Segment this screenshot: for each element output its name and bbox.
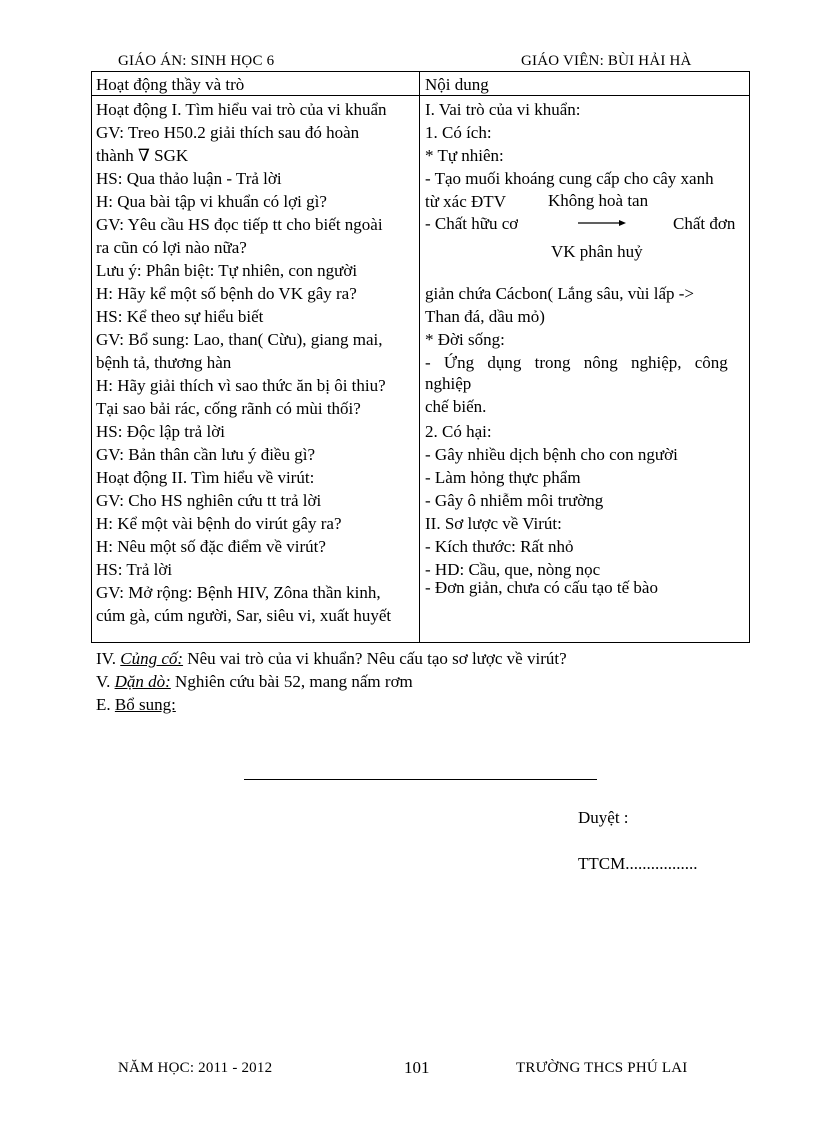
- right-line: - HD: Cầu, que, nòng nọc: [425, 560, 601, 579]
- left-line: GV: Yêu cầu HS đọc tiếp tt cho biết ngoài: [96, 215, 383, 234]
- right-line: * Đời sống:: [425, 330, 505, 349]
- organic-matter: - Chất hữu cơ: [425, 214, 519, 233]
- homework-prefix: V.: [96, 672, 115, 691]
- left-line: cúm gà, cúm người, Sar, siêu vi, xuất huyết: [96, 606, 392, 625]
- supplement-note: [96, 693, 176, 716]
- right-line: - Kích thước: Rất nhỏ: [425, 537, 574, 556]
- left-line: Tại sao bải rác, cống rãnh có mùi thối?: [96, 399, 361, 418]
- left-line: GV: Bản thân cần lưu ý điều gì?: [96, 445, 315, 464]
- vk-decompose-label: VK phân huỷ: [551, 242, 643, 261]
- right-line: 2. Có hại:: [425, 422, 492, 441]
- supplement-label: Bổ sung:: [114, 695, 176, 714]
- right-line: 1. Có ích:: [425, 123, 492, 142]
- right-line: từ xác ĐTV: [425, 192, 506, 211]
- left-line: H: Qua bài tập vi khuẩn có lợi gì?: [96, 192, 327, 211]
- header-subject: GIÁO ÁN: SINH HỌC 6: [118, 53, 275, 69]
- right-line: giản chứa Cácbon( Lắng sâu, vùi lấp ->: [425, 284, 694, 303]
- left-line: HS: Trả lời: [96, 560, 173, 579]
- left-line: GV: Bổ sung: Lao, than( Cừu), giang mai,: [96, 330, 383, 349]
- consolidation-note: [96, 647, 567, 670]
- left-line: HS: Độc lập trả lời: [96, 422, 225, 441]
- left-line: Lưu ý: Phân biệt: Tự nhiên, con người: [96, 261, 358, 280]
- right-line: * Tự nhiên:: [425, 146, 504, 165]
- right-line: II. Sơ lược về Virút:: [425, 514, 562, 533]
- page-number: 101: [404, 1058, 430, 1077]
- right-line: - Tạo muối khoáng cung cấp cho cây xanh: [425, 169, 714, 188]
- left-line: ra cũn có lợi nào nữa?: [96, 238, 247, 257]
- ttcm-signature: TTCM.................: [578, 854, 698, 873]
- approval-label: Duyệt :: [578, 808, 629, 827]
- left-line: GV: Cho HS nghiên cứu tt trả lời: [96, 491, 322, 510]
- not-dissolve-label: Không hoà tan: [548, 191, 649, 210]
- left-line: H: Hãy giải thích vì sao thức ăn bị ôi thiu?: [96, 376, 386, 395]
- left-line: GV: Mở rộng: Bệnh HIV, Zôna thần kinh,: [96, 583, 381, 602]
- consolidation-label: Củng cố:: [120, 649, 184, 668]
- simple-matter: Chất đơn: [673, 214, 736, 233]
- consolidation-prefix: IV.: [96, 649, 121, 668]
- homework-label: Dặn dò:: [114, 672, 171, 691]
- right-line: - Đơn giản, chưa có cấu tạo tế bào: [425, 578, 658, 597]
- left-line: H: Kể một vài bệnh do virút gây ra?: [96, 514, 342, 533]
- right-line: nghiệp: [425, 374, 472, 393]
- homework-note: [96, 670, 413, 693]
- left-line: H: Nêu một số đặc điểm về virút?: [96, 537, 326, 556]
- left-line: HS: Qua thảo luận - Trả lời: [96, 169, 282, 188]
- supplement-prefix: E.: [96, 695, 115, 714]
- col-header-content: Nội dung: [425, 75, 489, 94]
- left-line: GV: Treo H50.2 giải thích sau đó hoàn: [96, 123, 360, 142]
- header-teacher: GIÁO VIÊN: BÙI HẢI HÀ: [521, 53, 692, 69]
- transform-arrow-icon: [578, 218, 626, 228]
- right-line: Than đá, dầu mỏ): [425, 307, 545, 326]
- consolidation-text: Nêu vai trò của vi khuẩn? Nêu cấu tạo sơ lược về virút?: [183, 649, 567, 668]
- right-line: - Làm hỏng thực phẩm: [425, 468, 581, 487]
- left-line: Hoạt động I. Tìm hiểu vai trò của vi khuẩn: [96, 100, 387, 119]
- footer-school-name: TRƯỜNG THCS PHÚ LAI: [516, 1060, 688, 1076]
- table-column-divider: [419, 71, 420, 643]
- right-line: I. Vai trò của vi khuẩn:: [425, 100, 581, 119]
- left-line: H: Hãy kể một số bệnh do VK gây ra?: [96, 284, 357, 303]
- section-separator: [244, 779, 597, 780]
- homework-text: Nghiên cứu bài 52, mang nấm rơm: [170, 672, 413, 691]
- right-line: chế biến.: [425, 397, 487, 416]
- right-line: - Gây nhiều dịch bệnh cho con người: [425, 445, 678, 464]
- right-line: - Gây ô nhiễm môi trường: [425, 491, 604, 510]
- left-line: bệnh tả, thương hàn: [96, 353, 232, 372]
- right-line: - Ứng dụng trong nông nghiệp, công: [425, 353, 728, 372]
- left-line: Hoạt động II. Tìm hiểu về virút:: [96, 468, 315, 487]
- left-line: thành ∇ SGK: [96, 146, 189, 165]
- left-line: HS: Kể theo sự hiểu biết: [96, 307, 264, 326]
- col-header-activities: Hoạt động thầy và trò: [96, 75, 245, 94]
- footer-school-year: NĂM HỌC: 2011 - 2012: [118, 1060, 273, 1076]
